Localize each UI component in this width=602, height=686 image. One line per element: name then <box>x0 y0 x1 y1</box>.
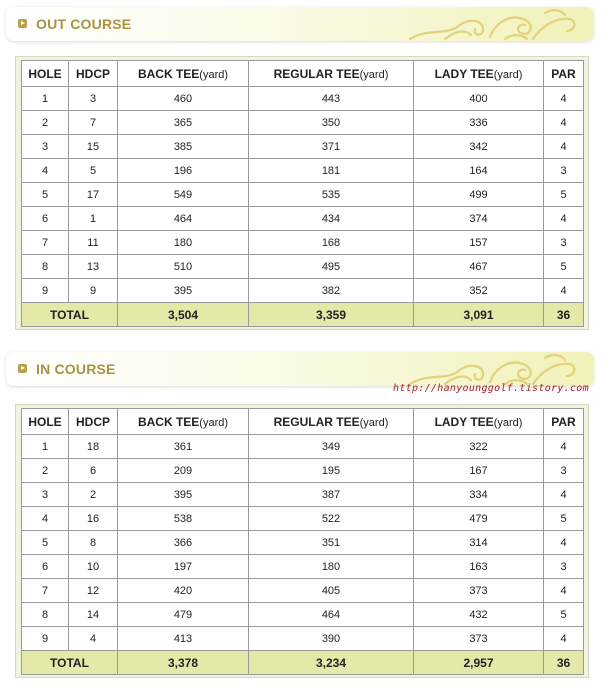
table-row: 3 15 385 371 342 4 <box>22 135 584 159</box>
table-row: 7 12 420 405 373 4 <box>22 579 584 603</box>
col-par: PAR <box>544 409 584 435</box>
in-course-table-box <box>15 404 589 678</box>
col-hole: HOLE <box>22 409 69 435</box>
table-row: 9 9 395 382 352 4 <box>22 279 584 303</box>
table-row: 5 17 549 535 499 5 <box>22 183 584 207</box>
arrow-bullet-icon <box>18 19 27 28</box>
table-row: 5 8 366 351 314 4 <box>22 531 584 555</box>
floral-ornament-icon <box>405 7 580 41</box>
out-course-table-box <box>15 56 589 330</box>
col-back-tee: BACK TEE(yard) <box>118 409 249 435</box>
blog-url-watermark: http://hanyounggolf.tistory.com <box>393 383 589 394</box>
table-row: 2 6 209 195 167 3 <box>22 459 584 483</box>
arrow-bullet-icon <box>18 364 27 373</box>
col-hdcp: HDCP <box>69 61 118 87</box>
col-hdcp: HDCP <box>69 409 118 435</box>
col-hole: HOLE <box>22 61 69 87</box>
col-lady-tee: LADY TEE(yard) <box>414 61 544 87</box>
table-row: 4 5 196 181 164 3 <box>22 159 584 183</box>
out-course-table <box>21 60 584 327</box>
col-back-tee: BACK TEE(yard) <box>118 61 249 87</box>
table-row: 1 3 460 443 400 4 <box>22 87 584 111</box>
in-course-header <box>6 352 594 386</box>
col-par: PAR <box>544 61 584 87</box>
out-course-header <box>6 7 594 41</box>
col-lady-tee: LADY TEE(yard) <box>414 409 544 435</box>
total-row: TOTAL 3,504 3,359 3,091 36 <box>22 303 584 327</box>
floral-ornament-icon <box>405 352 580 386</box>
table-row: 8 14 479 464 432 5 <box>22 603 584 627</box>
table-row: 6 10 197 180 163 3 <box>22 555 584 579</box>
in-course-title: IN COURSE <box>36 361 116 377</box>
table-row: 8 13 510 495 467 5 <box>22 255 584 279</box>
table-header-row <box>22 61 584 87</box>
total-row: TOTAL 3,378 3,234 2,957 36 <box>22 651 584 675</box>
table-row: 4 16 538 522 479 5 <box>22 507 584 531</box>
col-regular-tee: REGULAR TEE(yard) <box>249 61 414 87</box>
table-row: 3 2 395 387 334 4 <box>22 483 584 507</box>
in-course-table <box>21 408 584 675</box>
table-row: 6 1 464 434 374 4 <box>22 207 584 231</box>
table-row: 9 4 413 390 373 4 <box>22 627 584 651</box>
table-row: 7 11 180 168 157 3 <box>22 231 584 255</box>
table-row: 2 7 365 350 336 4 <box>22 111 584 135</box>
out-course-title: OUT COURSE <box>36 16 132 32</box>
table-row: 1 18 361 349 322 4 <box>22 435 584 459</box>
table-header-row <box>22 409 584 435</box>
col-regular-tee: REGULAR TEE(yard) <box>249 409 414 435</box>
